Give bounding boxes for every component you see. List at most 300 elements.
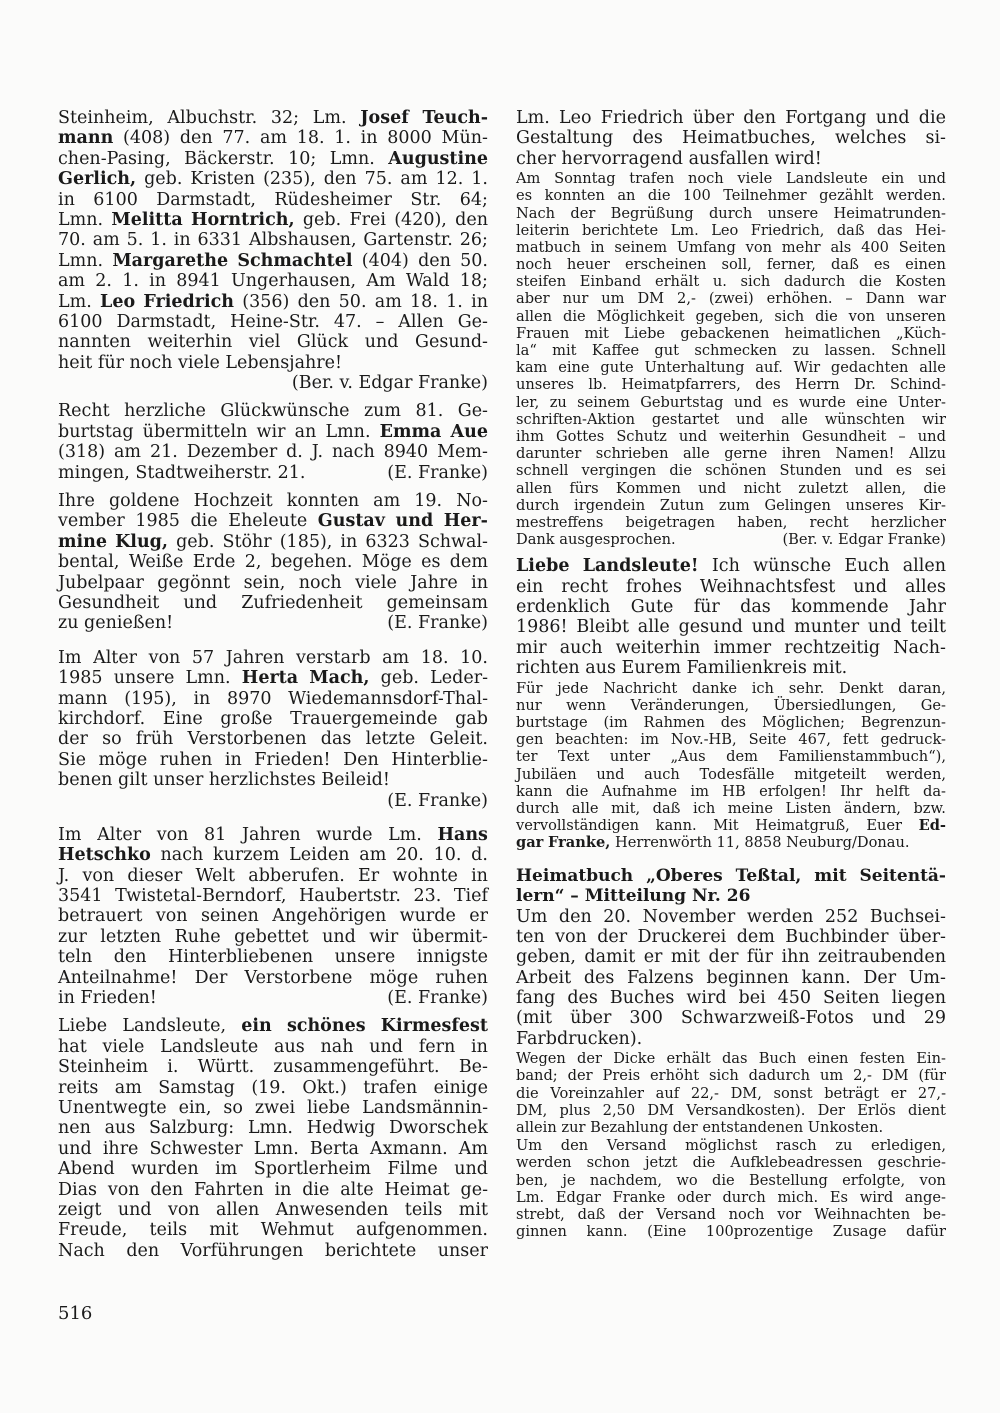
word [516, 617, 568, 637]
text: ferner, [766, 256, 816, 274]
text: Euer [866, 817, 903, 835]
word [625, 256, 706, 273]
word [516, 834, 548, 851]
word [183, 593, 217, 613]
word [260, 128, 287, 148]
text: 1. [471, 169, 488, 190]
text: Jahr [908, 597, 946, 618]
word [242, 668, 298, 688]
text: Heimatrunden- [833, 204, 946, 222]
word [749, 1172, 828, 1189]
text: Erde [192, 552, 236, 573]
text: 1. [122, 271, 139, 292]
word [376, 312, 385, 332]
text: Dicke [613, 1050, 656, 1068]
word [871, 514, 946, 531]
word [516, 462, 568, 479]
text: den [113, 947, 147, 968]
word [167, 1057, 178, 1077]
text: 64; [459, 189, 488, 210]
word [590, 1172, 662, 1189]
text: Kaffee [591, 342, 640, 360]
text-line [516, 680, 946, 697]
word [925, 128, 946, 148]
text: dient [908, 1101, 946, 1119]
text: Denkt [839, 679, 884, 697]
word [558, 359, 589, 376]
text: burtstag [58, 421, 134, 442]
paragraph [516, 907, 946, 1050]
text: (185), [279, 531, 333, 552]
text: Im [58, 824, 82, 845]
text: sehr. [788, 679, 825, 697]
word [825, 411, 905, 428]
word [228, 511, 307, 531]
text: beginnen [706, 967, 789, 988]
text: Lmn. [58, 209, 104, 230]
bold-name: Leo [100, 291, 136, 312]
text: November [642, 906, 736, 927]
word [835, 128, 906, 148]
word [776, 1137, 817, 1154]
word [874, 256, 890, 273]
text: 21. [149, 442, 178, 463]
word [114, 947, 147, 967]
word [150, 1139, 243, 1159]
text: über [570, 1008, 612, 1029]
word [201, 906, 259, 926]
text: Gottes [555, 427, 605, 445]
word [856, 394, 887, 411]
text: der [597, 926, 628, 947]
text: daran, [898, 679, 946, 697]
text: 32; [270, 108, 300, 128]
word [910, 617, 946, 637]
text: von [167, 1199, 200, 1220]
text-line [516, 800, 946, 817]
text: jede [557, 679, 589, 697]
word [749, 731, 787, 748]
text-line [58, 442, 488, 462]
word [356, 1220, 488, 1240]
text: alle [919, 359, 946, 377]
text: 50. [338, 291, 367, 312]
word [274, 1037, 305, 1057]
word [287, 491, 359, 511]
word [58, 401, 110, 421]
word [726, 748, 758, 765]
text: Versandkosten). [686, 1101, 806, 1119]
text: „Aus [670, 748, 706, 766]
word [845, 290, 852, 307]
text: zeigt [58, 1199, 102, 1220]
byline: (Ber. v. Edgar Franke) [782, 531, 946, 549]
text: Nach- [893, 637, 946, 658]
text: geben, [516, 947, 576, 968]
word [743, 108, 776, 128]
word [557, 680, 588, 697]
text: es [516, 187, 533, 205]
text: aus [274, 1036, 305, 1057]
word [248, 866, 345, 886]
word [194, 491, 273, 511]
text-line [516, 1029, 946, 1049]
text: Möglichen; [762, 714, 845, 732]
text: Heimatbuches, [682, 128, 816, 149]
word [460, 230, 488, 250]
text: Gesundheit [58, 592, 160, 613]
text: 2,- [677, 290, 696, 308]
word [737, 927, 775, 947]
text: wir [921, 410, 946, 428]
word [590, 1119, 673, 1136]
word [290, 709, 437, 729]
text: erdenklich [516, 597, 611, 618]
word [365, 169, 393, 189]
word [671, 731, 737, 748]
word [204, 825, 226, 845]
text: und [117, 1199, 152, 1220]
word [656, 1085, 680, 1102]
text: 26; [459, 230, 488, 251]
text: Twistetal-Berndorf, [115, 886, 287, 907]
word [762, 714, 845, 731]
word [712, 1172, 735, 1189]
text: Gesundheit [801, 427, 887, 445]
word [694, 342, 777, 359]
text-line [516, 834, 946, 851]
word [437, 442, 488, 462]
word [516, 308, 552, 325]
word [149, 271, 166, 291]
text: fürs [569, 479, 599, 497]
word [855, 462, 883, 479]
text: Jahre [410, 572, 458, 593]
text: über [692, 108, 734, 128]
word [603, 714, 627, 731]
word [785, 927, 888, 947]
word [516, 290, 550, 307]
word [558, 748, 589, 765]
word [656, 1206, 716, 1223]
text-line [516, 783, 946, 800]
word [471, 1037, 488, 1057]
text-line [516, 927, 946, 947]
word [849, 308, 875, 325]
text: Weiße [128, 552, 184, 573]
word [596, 445, 669, 462]
text: Dr. [854, 376, 876, 394]
word [136, 729, 173, 749]
word [919, 359, 946, 376]
text: Heimatgruß, [755, 817, 850, 835]
text: Lmn. [253, 1138, 299, 1159]
word [381, 1016, 488, 1036]
text: Hochzeit [193, 491, 273, 512]
word [818, 1102, 845, 1119]
text: Hedwig [306, 1118, 376, 1139]
text-line [58, 190, 488, 210]
word [603, 907, 631, 927]
text: werden, [885, 765, 946, 783]
text: Leder- [430, 668, 488, 689]
text: Unentwegte [58, 1097, 167, 1118]
text: als [830, 238, 852, 256]
word [909, 445, 946, 462]
text: (zwei) [708, 290, 754, 308]
word [740, 597, 771, 617]
word [406, 271, 450, 291]
word [297, 332, 348, 352]
word [242, 825, 301, 845]
word [93, 648, 137, 668]
word [254, 750, 330, 770]
word [779, 462, 841, 479]
text: geb. [302, 209, 342, 230]
word [298, 292, 331, 312]
text: Mün- [441, 128, 488, 149]
word [297, 128, 325, 148]
text: schmecken [694, 342, 777, 360]
word [363, 230, 452, 250]
word [175, 927, 221, 947]
paragraph [58, 825, 488, 1009]
text: und [867, 617, 902, 638]
text: Wegen [516, 1050, 566, 1068]
word [545, 187, 605, 204]
byline: (Ber. v. Edgar Franke) [291, 373, 488, 394]
text: einige [433, 1077, 488, 1098]
text: die [712, 1171, 735, 1189]
text: aber [516, 290, 550, 308]
word [100, 927, 161, 947]
text-line [516, 428, 946, 445]
word [722, 1189, 765, 1206]
text: wird [686, 988, 727, 1009]
word [857, 1102, 896, 1119]
text: Anwesenden [275, 1199, 389, 1220]
text: gut [654, 342, 680, 360]
text: J. [311, 442, 324, 463]
text: bei [738, 988, 766, 1009]
word [419, 1037, 455, 1057]
word [923, 480, 946, 497]
word [251, 1078, 286, 1098]
word [656, 817, 697, 834]
word [58, 750, 86, 770]
text: allein [516, 1119, 557, 1136]
text: Ein- [916, 1050, 946, 1068]
text: Arbeit [516, 967, 572, 988]
word [516, 577, 543, 597]
text: liegen [891, 988, 946, 1009]
text: zu [792, 342, 810, 360]
text: Wald [405, 271, 450, 292]
word [616, 480, 681, 497]
text: 18; [459, 271, 488, 292]
word [791, 597, 889, 617]
text: alle [571, 799, 599, 817]
word [100, 292, 135, 312]
text: erfolgte, [842, 1171, 906, 1189]
text-line [58, 169, 488, 189]
word [130, 353, 178, 373]
text: Ihre [58, 491, 95, 512]
word [516, 480, 552, 497]
text: kann. [655, 817, 697, 835]
word [687, 658, 813, 678]
text-line [58, 128, 488, 148]
word [321, 729, 352, 749]
text: u. [712, 273, 727, 291]
text: Welt [195, 865, 236, 886]
word [413, 886, 441, 906]
word [516, 1223, 567, 1240]
text: der [618, 1205, 644, 1223]
word [908, 1102, 946, 1119]
word [906, 1223, 946, 1240]
text: 1. [334, 128, 351, 149]
word [516, 273, 566, 290]
text: recht [561, 576, 609, 597]
word [178, 353, 225, 373]
word [632, 128, 663, 148]
text: im [215, 1159, 238, 1180]
text-line [58, 573, 488, 593]
text: Haubertstr. [298, 886, 401, 907]
paragraph [516, 1137, 946, 1240]
text: für [97, 352, 124, 373]
text: in [173, 230, 191, 251]
word [613, 1050, 655, 1067]
text: Sportlerheim [253, 1159, 371, 1180]
text-line [516, 886, 946, 906]
text: durch [708, 204, 753, 222]
word [765, 497, 831, 514]
text: im [640, 731, 659, 749]
text: (404) [361, 250, 409, 271]
text-line [516, 342, 946, 359]
word [898, 428, 905, 445]
text-line [58, 770, 488, 790]
text: 2,- [853, 1067, 872, 1085]
text-line [516, 1189, 946, 1206]
word [58, 332, 131, 352]
word [225, 353, 342, 373]
text: Es [829, 1188, 849, 1206]
text: geschrie- [877, 1154, 946, 1172]
text: unser [437, 1240, 488, 1261]
word [222, 128, 250, 148]
text: Jubiläen [516, 765, 577, 783]
text: Frieden! [254, 749, 331, 770]
text: alte [340, 1179, 374, 1200]
text: und [183, 592, 218, 613]
word [516, 866, 633, 886]
text: mann [58, 688, 108, 709]
text: Allzu [909, 445, 946, 463]
word [459, 1057, 488, 1077]
text: betrauert [58, 906, 143, 927]
word [105, 1118, 136, 1138]
text: Umfang [676, 238, 736, 256]
word [127, 866, 182, 886]
word [339, 292, 367, 312]
text: (19. [251, 1077, 286, 1098]
text-line [58, 947, 488, 967]
word [149, 1118, 234, 1138]
text: möge [369, 967, 419, 988]
text: mich. [777, 1188, 819, 1206]
text-line [58, 1098, 488, 1118]
text: hervorragend [561, 148, 683, 169]
word [824, 1085, 879, 1102]
text-line [516, 658, 946, 678]
word [516, 1102, 547, 1119]
text: Buches [609, 988, 675, 1009]
text-run: Dank ausgesprochen. [516, 531, 676, 549]
text: 29 [923, 1008, 946, 1029]
word [516, 187, 532, 204]
word [896, 325, 946, 342]
bold-name: Emma [379, 421, 442, 442]
text: ihn [781, 947, 810, 968]
bold-name: Her- [443, 511, 488, 532]
right-column [516, 108, 946, 1241]
word [570, 205, 595, 222]
text: plus [559, 1101, 591, 1119]
word [516, 411, 635, 428]
word [180, 128, 213, 148]
word [552, 342, 576, 359]
word [808, 1050, 849, 1067]
word [168, 1200, 200, 1220]
text: Darmstadt, [156, 189, 256, 210]
text: zur [561, 1119, 586, 1136]
word [921, 697, 946, 714]
text: Familienkreis [686, 658, 807, 679]
bold-name: Kirmesfest [380, 1016, 488, 1037]
word [58, 292, 92, 312]
word [863, 968, 896, 988]
bold-name: Friedrich [143, 291, 235, 312]
paragraph [516, 170, 946, 548]
word [160, 750, 213, 770]
word [123, 128, 170, 148]
text: mir [516, 637, 547, 658]
text: i. [167, 1057, 179, 1078]
word [866, 290, 905, 307]
text: unser [153, 770, 204, 791]
word [905, 577, 946, 597]
word [343, 750, 379, 770]
text: Eine [162, 708, 203, 729]
word [918, 428, 946, 445]
word [458, 312, 488, 332]
word [555, 731, 628, 748]
word [176, 271, 221, 291]
word [126, 1241, 159, 1261]
word [774, 1085, 813, 1102]
text-line [58, 729, 488, 749]
paragraph [516, 866, 946, 906]
word [192, 648, 214, 668]
word [248, 1118, 293, 1138]
text: Bestellung [749, 1171, 828, 1189]
text-line [516, 617, 946, 637]
text: in [471, 1036, 488, 1057]
text: dadurch [783, 273, 846, 291]
